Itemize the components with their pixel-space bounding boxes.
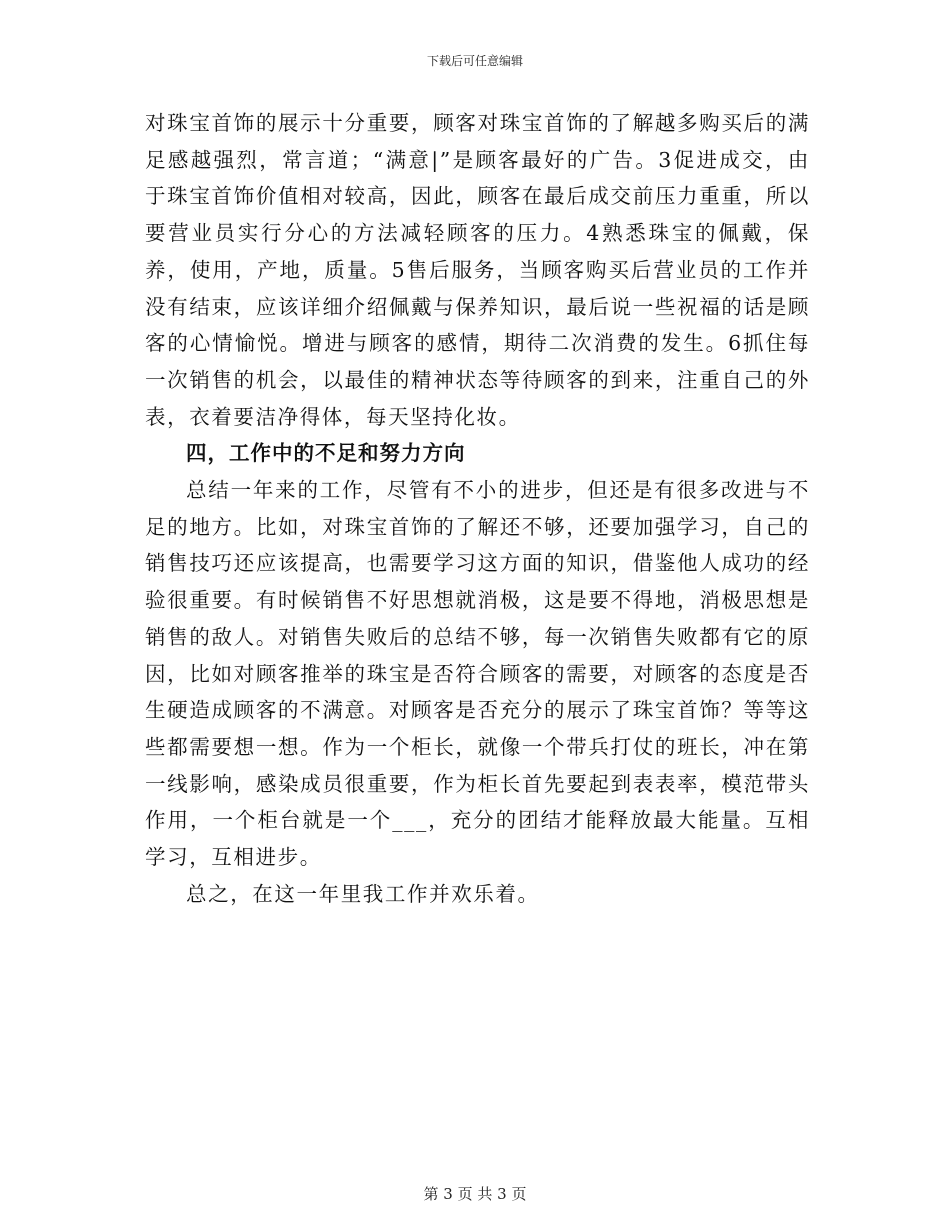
section-heading-shortcomings: 四，工作中的不足和努力方向 xyxy=(186,441,466,466)
paragraph-display-and-service: 对珠宝首饰的展示十分重要，顾客对珠宝首饰的了解越多购买后的满足感越强烈，常言道；“满意|”是顾客最好的广告。3促进成交，由于珠宝首饰价值相对较高，因此，顾客在最后成交前压力重重，所以要营业员实行分心的方法减轻顾客的压力。4熟悉珠宝的佩戴，保养，使用，产地，质量。5售后服务，当顾客购买后营业员的工作并没有结束，应该详细介绍佩戴与保养知识，最后说一些祝福的话是顾客的心情愉悦。增进与顾客的感情，期待二次消费的发生。6抓住每一次销售的机会，以最佳的精神状态等待顾客的到来，注重自己的外表，衣着要洁净得体，每天坚持化妆。 xyxy=(145,111,810,429)
page-number-footer: 第 3 页 共 3 页 xyxy=(423,1185,527,1203)
paragraph-shortcomings: 总结一年来的工作，尽管有不小的进步，但还是有很多改进与不足的地方。比如，对珠宝首饰的了解还不够，还要加强学习，自己的销售技巧还应该提高，也需要学习这方面的知识，借鉴他人成功的经验很重要。有时候销售不好思想就消极，这是要不得地，消极思想是销售的敌人。对销售失败后的总结不够，每一次销售失败都有它的原因，比如对顾客推举的珠宝是否符合顾客的需要，对顾客的态度是否生硬造成顾客的不满意。对顾客是否充分的展示了珠宝首饰？等等这些都需要想一想。作为一个柜长，就像一个带兵打仗的班长，冲在第一线影响，感染成员很重要，作为柜长首先要起到表表率，模范带头作用，一个柜台就是一个___，充分的团结才能释放最大能量。互相学习，互相进步。 xyxy=(145,478,810,870)
download-note-header: 下载后可任意编辑 xyxy=(426,54,523,68)
paragraph-conclusion: 总之，在这一年里我工作并欢乐着。 xyxy=(186,881,540,906)
document-body xyxy=(145,105,810,912)
